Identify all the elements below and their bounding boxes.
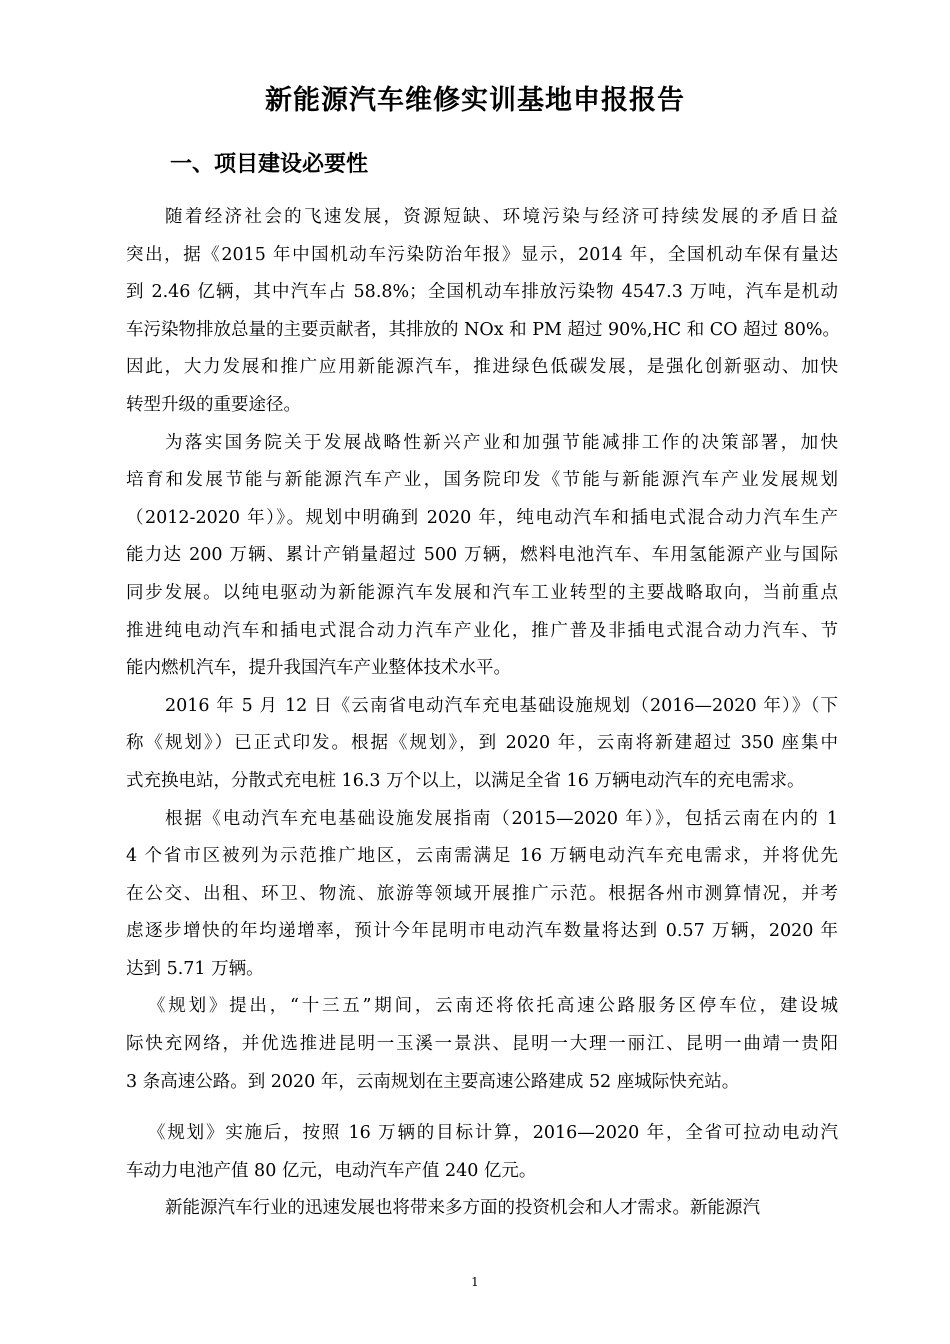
paragraph-line: 培育和发展节能与新能源汽车产业，国务院印发《节能与新能源汽车产业发展规划 — [126, 470, 838, 491]
paragraph-line: 际快充网络，并优选推进昆明一玉溪一景洪、昆明一大理一丽江、昆明一曲靖一贵阳 — [126, 1034, 838, 1055]
paragraph-line: 《规划》实施后，按照 16 万辆的目标计算，2016—2020 年，全省可拉动电动汽 — [148, 1123, 838, 1144]
paragraph-line: 车污染物排放总量的主要贡献者，其排放的 NOx 和 PM 超过 90%,HC 和 CO 超过 80%。 — [126, 319, 841, 340]
paragraph-line: 突出，据《2015 年中国机动车污染防治年报》显示，2014 年，全国机动车保有量达 — [126, 244, 838, 265]
paragraph-line: 达到 5.71 万辆。 — [126, 958, 264, 979]
paragraph — [126, 199, 841, 425]
paragraph-line: 到 2.46 亿辆，其中汽车占 58.8%；全国机动车排放污染物 4547.3 万吨，汽车是机动 — [126, 282, 838, 303]
paragraph-line: 式充换电站，分散式充电桩 16.3 万个以上，以满足全省 16 万辆电动汽车的充电需求。 — [126, 770, 805, 791]
paragraph — [126, 1190, 838, 1228]
paragraph — [126, 988, 838, 1101]
paragraph-line: （2012-2020 年）》。规划中明确到 2020 年，纯电动汽车和插电式混合动力汽车生产 — [126, 507, 838, 528]
paragraph — [126, 801, 838, 989]
paragraph-line: 新能源汽车行业的迅速发展也将带来多方面的投资机会和人才需求。新能源汽 — [165, 1198, 760, 1219]
paragraph-line: 《规划》提出，“十三五”期间，云南还将依托高速公路服务区停车位，建设城 — [148, 996, 838, 1017]
paragraph-line: 推进纯电动汽车和插电式混合动力汽车产业化，推广普及非插电式混合动力汽车、节 — [126, 620, 838, 641]
page-number: 1 — [471, 1275, 479, 1289]
paragraph-line: 转型升级的重要途径。 — [126, 394, 301, 415]
paragraph — [126, 688, 838, 801]
paragraph — [126, 425, 838, 688]
paragraph — [126, 1115, 838, 1190]
paragraph-gap — [126, 1101, 838, 1115]
paragraph-line: 能力达 200 万辆、累计产销量超过 500 万辆，燃料电池汽车、车用氢能源产业与国际 — [126, 545, 838, 566]
paragraph-line: 因此，大力发展和推广应用新能源汽车，推进绿色低碳发展，是强化创新驱动、加快 — [126, 357, 838, 378]
paragraph-line: 在公交、出租、环卫、物流、旅游等领域开展推广示范。根据各州市测算情况，并考 — [126, 883, 838, 904]
paragraph-line: 车动力电池产值 80 亿元，电动汽车产值 240 亿元。 — [126, 1160, 537, 1181]
body-text — [126, 199, 841, 1228]
paragraph-line: 为落实国务院关于发展战略性新兴产业和加强节能减排工作的决策部署，加快 — [165, 432, 838, 453]
paragraph-line: 虑逐步增快的年均递增率，预计今年昆明市电动汽车数量将达到 0.57 万辆，2020 年 — [126, 921, 838, 942]
paragraph-line: 能内燃机汽车，提升我国汽车产业整体技术水平。 — [126, 658, 511, 679]
section-heading: 一、项目建设必要性 — [170, 152, 369, 177]
paragraph-line: 根据《电动汽车充电基础设施发展指南（2015—2020 年）》，包括云南在内的 1 — [165, 808, 838, 829]
paragraph-line: 同步发展。以纯电驱动为新能源汽车发展和汽车工业转型的主要战略取向，当前重点 — [126, 582, 838, 603]
paragraph-line: 称《规划》）已正式印发。根据《规划》，到 2020 年，云南将新建超过 350 座集中 — [126, 733, 838, 754]
paragraph-line: 4 个省市区被列为示范推广地区，云南需满足 16 万辆电动汽车充电需求，并将优先 — [126, 846, 838, 867]
paragraph-line: 3 条高速公路。到 2020 年，云南规划在主要高速公路建成 52 座城际快充站。 — [126, 1071, 740, 1092]
paragraph-line: 随着经济社会的飞速发展，资源短缺、环境污染与经济可持续发展的矛盾日益 — [165, 207, 838, 227]
paragraph-line: 2016 年 5 月 12 日《云南省电动汽车充电基础设施规划（2016—2020 年）》（下 — [165, 695, 838, 716]
document-title: 新能源汽车维修实训基地申报报告 — [265, 85, 685, 116]
